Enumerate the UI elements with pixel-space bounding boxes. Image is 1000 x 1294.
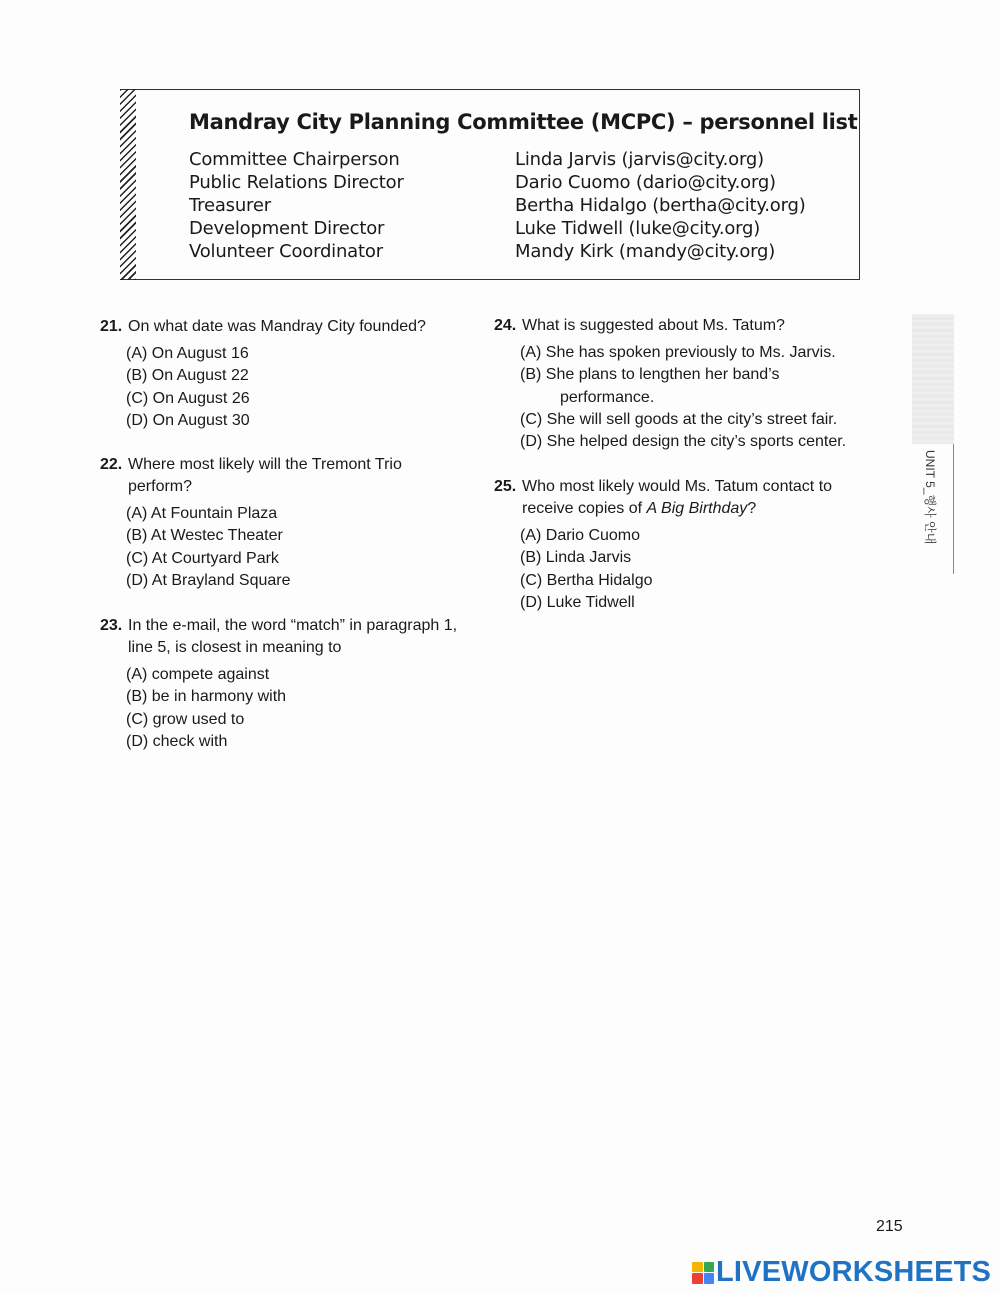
answer-option-d[interactable]: (D) check with — [126, 732, 228, 750]
answer-option-d[interactable]: (D) Luke Tidwell — [520, 593, 635, 611]
answer-option-d[interactable]: (D) At Brayland Square — [126, 571, 291, 589]
answer-option-c[interactable]: (C) grow used to — [126, 710, 245, 728]
answer-option-a[interactable]: (A) On August 16 — [126, 345, 249, 362]
question-text-line2-suffix: ? — [747, 500, 757, 517]
question-21 — [100, 316, 426, 432]
question-text-line2: line 5, is closest in meaning to — [128, 639, 342, 656]
answer-option-a[interactable]: (A) She has spoken previously to Ms. Jarvis. — [520, 344, 836, 361]
contact-label: Mandy Kirk (mandy@city.org) — [515, 241, 776, 262]
question-text-line2-prefix: receive copies of — [522, 500, 647, 517]
logo-square-green — [704, 1262, 715, 1273]
question-number: 25. — [494, 478, 517, 495]
hatch-border-decoration — [120, 89, 136, 280]
answer-option-c[interactable]: (C) She will sell goods at the city’s street fair. — [520, 410, 838, 428]
question-number: 21. — [100, 318, 123, 335]
answer-option-b[interactable]: (B) At Westec Theater — [126, 527, 283, 545]
personnel-list-title: Mandray City Planning Committee (MCPC) – personnel list — [189, 110, 858, 134]
answer-option-a[interactable]: (A) Dario Cuomo — [520, 527, 641, 544]
answer-option-b-line1: (B) She plans to lengthen her band’s — [520, 366, 780, 384]
answer-option-d[interactable]: (D) On August 30 — [126, 411, 250, 429]
question-number: 22. — [100, 456, 123, 473]
contact-label: Bertha Hidalgo (bertha@city.org) — [515, 195, 806, 216]
question-text: On what date was Mandray City founded? — [128, 318, 426, 335]
question-text-line1: Where most likely will the Tremont Trio — [128, 456, 402, 473]
answer-option-c[interactable]: (C) On August 26 — [126, 389, 250, 407]
role-label: Volunteer Coordinator — [189, 241, 383, 262]
contacts-column — [515, 148, 806, 263]
role-label: Development Director — [189, 218, 385, 239]
contact-label: Dario Cuomo (dario@city.org) — [515, 172, 776, 193]
liveworksheets-logo-text: LIVEWORKSHEETS — [716, 1256, 992, 1288]
book-title: A Big Birthday — [646, 500, 748, 517]
question-text: What is suggested about Ms. Tatum? — [522, 317, 785, 334]
answer-option-b[interactable]: (B) be in harmony with — [126, 688, 287, 706]
page-number: 215 — [876, 1218, 903, 1235]
role-label: Treasurer — [189, 195, 271, 216]
logo-square-red — [692, 1273, 703, 1284]
question-number: 24. — [494, 317, 517, 334]
unit-label: UNIT 5_행사 안내 — [923, 450, 937, 545]
logo-square-blue — [704, 1273, 715, 1284]
answer-option-b[interactable]: (B) Linda Jarvis — [520, 549, 632, 567]
question-number: 23. — [100, 617, 123, 634]
answer-option-b-line2: performance. — [560, 388, 655, 406]
liveworksheets-watermark — [692, 1256, 991, 1289]
question-text-line1: Who most likely would Ms. Tatum contact to — [522, 478, 833, 495]
question-25 — [494, 476, 832, 614]
roles-column — [189, 148, 404, 263]
logo-square-yellow — [692, 1262, 703, 1273]
liveworksheets-logo-icon — [692, 1262, 714, 1284]
answer-option-c[interactable]: (C) At Courtyard Park — [126, 549, 279, 567]
side-divider — [953, 444, 954, 574]
answer-option-d[interactable]: (D) She helped design the city’s sports center. — [520, 433, 847, 451]
answer-option-b[interactable]: (B) On August 22 — [126, 367, 249, 385]
answer-option-c[interactable]: (C) Bertha Hidalgo — [520, 571, 653, 589]
answer-option-a[interactable]: (A) At Fountain Plaza — [126, 505, 278, 522]
question-24 — [494, 315, 846, 453]
question-23 — [100, 615, 457, 753]
question-22 — [100, 454, 402, 592]
question-text-line2: perform? — [128, 478, 193, 495]
contact-label: Luke Tidwell (luke@city.org) — [515, 218, 761, 239]
answer-option-a[interactable]: (A) compete against — [126, 666, 270, 683]
answer-option-b[interactable] — [520, 364, 846, 386]
contact-label: Linda Jarvis (jarvis@city.org) — [515, 149, 764, 170]
side-section-tab — [912, 314, 954, 444]
question-text-line1: In the e-mail, the word “match” in paragraph 1, — [128, 617, 458, 634]
role-label: Committee Chairperson — [189, 149, 400, 170]
role-label: Public Relations Director — [189, 172, 404, 193]
